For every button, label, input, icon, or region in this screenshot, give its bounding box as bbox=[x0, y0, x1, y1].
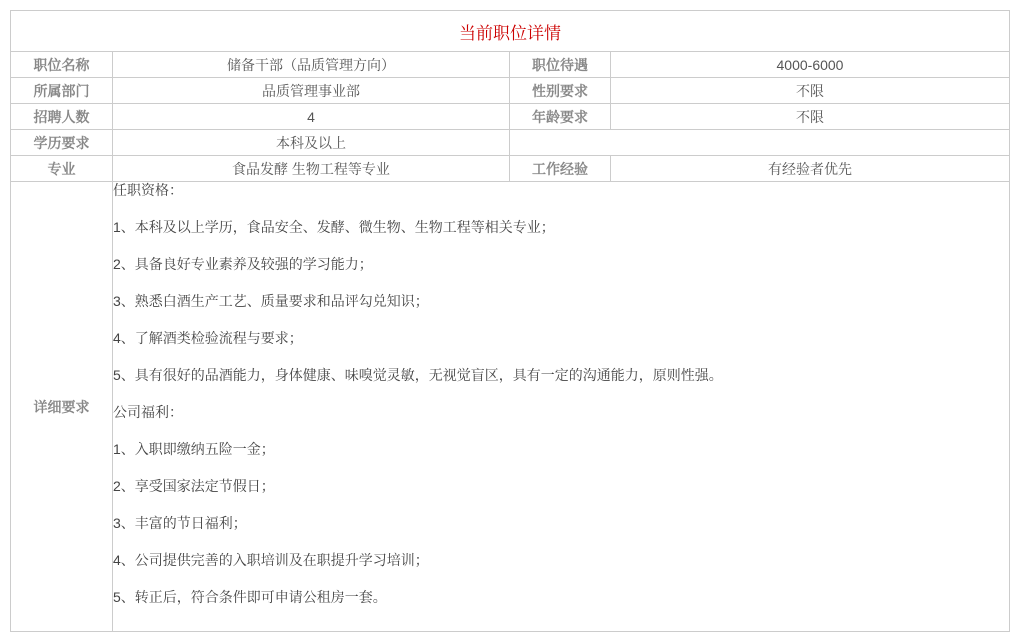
table-row bbox=[11, 52, 1010, 78]
field-label-gender: 性别要求 bbox=[510, 78, 611, 104]
table-row bbox=[11, 156, 1010, 182]
field-label-department: 所属部门 bbox=[11, 78, 113, 104]
detail-paragraph: 2、享受国家法定节假日； bbox=[113, 478, 275, 494]
field-value-major: 食品发酵 生物工程等专业 bbox=[113, 156, 510, 182]
job-detail-table bbox=[10, 10, 1010, 632]
detail-paragraph: 3、丰富的节日福利； bbox=[113, 515, 247, 531]
field-value-job-name: 储备干部（品质管理方向） bbox=[113, 52, 510, 78]
field-value-gender: 不限 bbox=[611, 78, 1010, 104]
detail-paragraph: 公司福利： bbox=[113, 404, 183, 420]
field-label-salary: 职位待遇 bbox=[510, 52, 611, 78]
field-value-salary: 4000-6000 bbox=[611, 52, 1010, 78]
field-value-headcount: 4 bbox=[113, 104, 510, 130]
detail-paragraph: 1、入职即缴纳五险一金； bbox=[113, 441, 275, 457]
field-value-experience: 有经验者优先 bbox=[611, 156, 1010, 182]
detail-paragraph: 1、本科及以上学历，食品安全、发酵、微生物、生物工程等相关专业； bbox=[113, 219, 555, 235]
field-label-age: 年龄要求 bbox=[510, 104, 611, 130]
field-value-education: 本科及以上 bbox=[113, 130, 510, 156]
detail-paragraph: 5、转正后，符合条件即可申请公租房一套。 bbox=[113, 589, 387, 605]
field-label-major: 专业 bbox=[11, 156, 113, 182]
detail-paragraph: 3、熟悉白酒生产工艺、质量要求和品评勾兑知识； bbox=[113, 293, 429, 309]
title-row bbox=[11, 11, 1010, 52]
detail-paragraph: 4、了解酒类检验流程与要求； bbox=[113, 330, 303, 346]
detail-requirements-text bbox=[113, 182, 1010, 632]
field-value-department: 品质管理事业部 bbox=[113, 78, 510, 104]
field-label-education: 学历要求 bbox=[11, 130, 113, 156]
detail-row bbox=[11, 182, 1010, 632]
table-row bbox=[11, 130, 1010, 156]
empty-cell bbox=[510, 130, 1010, 156]
detail-paragraph: 2、具备良好专业素养及较强的学习能力； bbox=[113, 256, 373, 272]
field-label-headcount: 招聘人数 bbox=[11, 104, 113, 130]
table-row bbox=[11, 104, 1010, 130]
field-label-job-name: 职位名称 bbox=[11, 52, 113, 78]
detail-paragraph: 4、公司提供完善的入职培训及在职提升学习培训； bbox=[113, 552, 429, 568]
field-label-experience: 工作经验 bbox=[510, 156, 611, 182]
detail-paragraph: 5、具有很好的品酒能力，身体健康、味嗅觉灵敏，无视觉盲区，具有一定的沟通能力，原则性强。 bbox=[113, 367, 723, 383]
page-title: 当前职位详情 bbox=[11, 11, 1010, 52]
field-value-age: 不限 bbox=[611, 104, 1010, 130]
detail-paragraph: 任职资格： bbox=[113, 182, 183, 198]
table-row bbox=[11, 78, 1010, 104]
field-label-detail-requirements: 详细要求 bbox=[11, 182, 113, 632]
